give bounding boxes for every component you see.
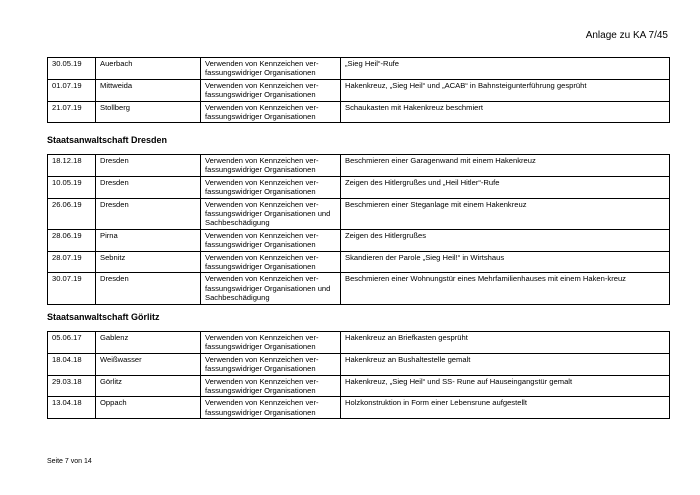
place-cell: Auerbach: [96, 58, 201, 80]
table-row: [48, 79, 670, 101]
description-cell: Schaukasten mit Hakenkreuz beschmiert: [341, 101, 670, 123]
place-cell: Dresden: [96, 198, 201, 229]
offense-cell: Verwenden von Kennzeichen ver-fassungswidriger Organisationen: [201, 375, 341, 397]
incident-table-goerlitz: [47, 331, 670, 419]
description-cell: Hakenkreuz an Briefkasten gesprüht: [341, 332, 670, 354]
table-row: [48, 251, 670, 273]
section-title-dresden: Staatsanwaltschaft Dresden: [47, 135, 168, 145]
place-cell: Oppach: [96, 397, 201, 419]
place-cell: Sebnitz: [96, 251, 201, 273]
date-cell: 29.03.18: [48, 375, 96, 397]
place-cell: Pirna: [96, 229, 201, 251]
description-cell: Zeigen des Hitlergrußes und „Heil Hitler“-Rufe: [341, 176, 670, 198]
table-row: [48, 273, 670, 304]
page-number: Seite 7 von 14: [47, 458, 92, 465]
date-cell: 05.06.17: [48, 332, 96, 354]
place-cell: Dresden: [96, 273, 201, 304]
table-row: [48, 58, 670, 80]
table-row: [48, 229, 670, 251]
offense-cell: Verwenden von Kennzeichen ver-fassungswidriger Organisationen und Sachbeschädigung: [201, 273, 341, 304]
table-row: [48, 397, 670, 419]
offense-cell: Verwenden von Kennzeichen ver-fassungswidriger Organisationen: [201, 155, 341, 177]
date-cell: 30.05.19: [48, 58, 96, 80]
offense-cell: Verwenden von Kennzeichen ver-fassungswidriger Organisationen: [201, 353, 341, 375]
offense-cell: Verwenden von Kennzeichen ver-fassungswidriger Organisationen: [201, 332, 341, 354]
table-row: [48, 353, 670, 375]
date-cell: 26.06.19: [48, 198, 96, 229]
offense-cell: Verwenden von Kennzeichen ver-fassungswidriger Organisationen: [201, 397, 341, 419]
description-cell: Hakenkreuz an Bushaltestelle gemalt: [341, 353, 670, 375]
description-cell: Hakenkreuz, „Sieg Heil“ und „ACAB“ in Bahnsteigunterführung gesprüht: [341, 79, 670, 101]
offense-cell: Verwenden von Kennzeichen ver-fassungswidriger Organisationen: [201, 58, 341, 80]
table-row: [48, 332, 670, 354]
document-reference: Anlage zu KA 7/45: [585, 30, 668, 41]
offense-cell: Verwenden von Kennzeichen ver-fassungswidriger Organisationen: [201, 229, 341, 251]
date-cell: 18.04.18: [48, 353, 96, 375]
place-cell: Dresden: [96, 155, 201, 177]
description-cell: Skandieren der Parole „Sieg Heil!“ in Wirtshaus: [341, 251, 670, 273]
place-cell: Görlitz: [96, 375, 201, 397]
offense-cell: Verwenden von Kennzeichen ver-fassungswidriger Organisationen und Sachbeschädigung: [201, 198, 341, 229]
place-cell: Dresden: [96, 176, 201, 198]
description-cell: „Sieg Heil“-Rufe: [341, 58, 670, 80]
date-cell: 28.07.19: [48, 251, 96, 273]
description-cell: Beschmieren einer Wohnungstür eines Mehrfamilienhauses mit einem Haken-kreuz: [341, 273, 670, 304]
description-cell: Beschmieren einer Garagenwand mit einem Hakenkreuz: [341, 155, 670, 177]
description-cell: Zeigen des Hitlergrußes: [341, 229, 670, 251]
table-row: [48, 155, 670, 177]
place-cell: Gablenz: [96, 332, 201, 354]
date-cell: 30.07.19: [48, 273, 96, 304]
incident-table-dresden: [47, 154, 670, 305]
place-cell: Stollberg: [96, 101, 201, 123]
date-cell: 28.06.19: [48, 229, 96, 251]
offense-cell: Verwenden von Kennzeichen ver-fassungswidriger Organisationen: [201, 79, 341, 101]
description-cell: Hakenkreuz, „Sieg Heil“ und SS- Rune auf Hauseingangstür gemalt: [341, 375, 670, 397]
date-cell: 21.07.19: [48, 101, 96, 123]
table-row: [48, 176, 670, 198]
date-cell: 18.12.18: [48, 155, 96, 177]
table-row: [48, 101, 670, 123]
offense-cell: Verwenden von Kennzeichen ver-fassungswidriger Organisationen: [201, 251, 341, 273]
description-cell: Holzkonstruktion in Form einer Lebensrune aufgestellt: [341, 397, 670, 419]
table-row: [48, 375, 670, 397]
table-row: [48, 198, 670, 229]
place-cell: Mittweida: [96, 79, 201, 101]
place-cell: Weißwasser: [96, 353, 201, 375]
offense-cell: Verwenden von Kennzeichen ver-fassungswidriger Organisationen: [201, 176, 341, 198]
date-cell: 13.04.18: [48, 397, 96, 419]
date-cell: 01.07.19: [48, 79, 96, 101]
description-cell: Beschmieren einer Steganlage mit einem Hakenkreuz: [341, 198, 670, 229]
incident-table-top: [47, 57, 670, 123]
section-title-goerlitz: Staatsanwaltschaft Görlitz: [47, 312, 160, 322]
date-cell: 10.05.19: [48, 176, 96, 198]
offense-cell: Verwenden von Kennzeichen ver-fassungswidriger Organisationen: [201, 101, 341, 123]
